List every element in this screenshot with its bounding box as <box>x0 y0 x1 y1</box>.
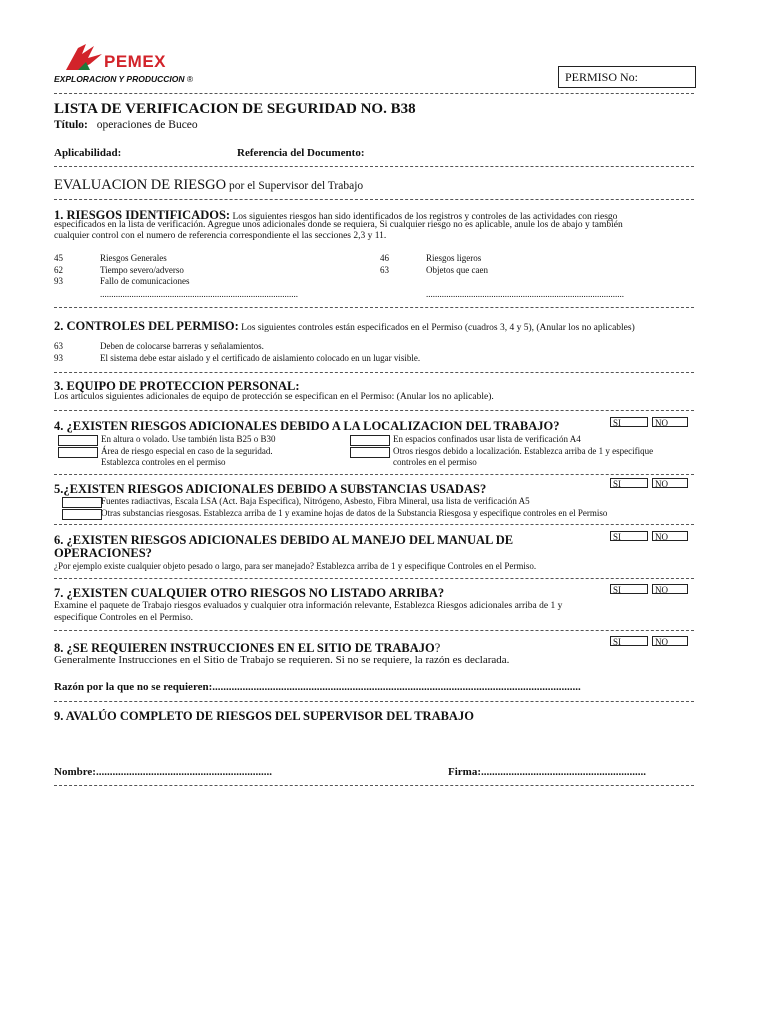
referencia-label: Referencia del Documento: <box>237 147 365 159</box>
option-label: Otros riesgos debido a localización. Establezca arriba de 1 y especifique <box>393 446 654 456</box>
section-7-text: Examine el paquete de Trabajo riesgos evaluados y cualquier otra información relevante, Establezca Riesgos adicionales arriba de 1 y <box>54 601 563 611</box>
checkbox-otras-substancias[interactable] <box>62 509 102 520</box>
list-item: 93 Fallo de comunicaciones <box>54 276 190 286</box>
list-item: 93 El sistema debe estar aislado y el certificado de aislamiento colocado en un lugar visible. <box>54 352 421 363</box>
list-item: 63 Objetos que caen <box>380 264 488 275</box>
section-2-intro: 2. CONTROLES DEL PERMISO: Los siguientes controles están especificados en el Permiso (cuadros 3, 4 y 5), (Anular los no aplicables) <box>54 319 635 333</box>
firma-field[interactable]: Firma:............................................................ <box>448 766 646 778</box>
titulo-row <box>54 119 198 131</box>
divider <box>54 578 694 579</box>
aplicabilidad-label: Aplicabilidad: <box>54 147 122 159</box>
permiso-box[interactable] <box>558 66 696 88</box>
list-item: 62 Tiempo severo/adverso <box>54 264 184 275</box>
pemex-eagle-icon <box>64 42 104 72</box>
section-8-heading: 8. ¿SE REQUIEREN INSTRUCCIONES EN EL SITIO DE TRABAJO? <box>54 641 441 655</box>
section-1-text: especificados en la lista de verificación. Agregue unos adicionales donde se requiera, Si cualquier riesgo no es aplicable, anule los de abajo y también <box>54 220 623 230</box>
divider <box>54 701 694 702</box>
divider <box>54 199 694 200</box>
razon-field[interactable]: Razón por la que no se requieren:...................................................................................................................................... <box>54 681 581 693</box>
divider <box>54 785 694 786</box>
no-checkbox[interactable]: NO <box>652 584 688 594</box>
list-item: 46 Riesgos ligeros <box>380 253 482 263</box>
nombre-field[interactable]: Nombre:................................................................ <box>54 766 272 778</box>
titulo-label: Título: <box>54 119 88 131</box>
no-checkbox[interactable]: NO <box>652 417 688 427</box>
section-9-heading: 9. AVALÚO COMPLETO DE RIESGOS DEL SUPERVISOR DEL TRABAJO <box>54 709 474 723</box>
no-checkbox[interactable]: NO <box>652 478 688 488</box>
fill-in-dots[interactable]: ........................................................................................ <box>100 289 298 299</box>
section-1-intro: 1. RIESGOS IDENTIFICADOS: Los siguientes riesgos han sido identificados de los registros y controles de las actividades con riesgo <box>54 208 618 222</box>
section-1-heading: 1. RIESGOS IDENTIFICADOS: <box>54 208 231 222</box>
risk-list-left <box>54 253 190 288</box>
divider <box>54 372 694 373</box>
list-item: 45 Riesgos Generales <box>54 253 167 263</box>
section-1-text: cualquier control con el numero de referencia correspondiente el las secciones 2,3 y 11. <box>54 231 387 241</box>
si-checkbox[interactable]: SI <box>610 636 648 646</box>
divider <box>54 630 694 631</box>
divider <box>54 474 694 475</box>
evaluacion-heading: EVALUACION DE RIESGO por el Supervisor del Trabajo <box>54 177 364 193</box>
divider <box>54 307 694 308</box>
divider <box>54 93 694 94</box>
si-checkbox[interactable]: SI <box>610 417 648 427</box>
section-4-heading: 4. ¿EXISTEN RIESGOS ADICIONALES DEBIDO A LA LOCALIZACION DEL TRABAJO? <box>54 419 560 433</box>
checkbox-espacios-confinados[interactable] <box>350 435 390 446</box>
si-checkbox[interactable]: SI <box>610 478 648 488</box>
permiso-label: PERMISO No: <box>565 70 639 84</box>
section-2-heading: 2. CONTROLES DEL PERMISO: <box>54 319 239 333</box>
section-7-heading: 7. ¿EXISTEN CUALQUIER OTRO RIESGOS NO LISTADO ARRIBA? <box>54 586 445 600</box>
si-checkbox[interactable]: SI <box>610 531 648 541</box>
pemex-logo <box>54 42 194 88</box>
option-label: Establezca controles en el permiso <box>101 457 226 467</box>
divider <box>54 410 694 411</box>
page-title: LISTA DE VERIFICACION DE SEGURIDAD NO. B38 <box>54 101 416 117</box>
checkbox-otros-riesgos[interactable] <box>350 447 390 458</box>
section-6-heading-cont: OPERACIONES? <box>54 546 152 560</box>
option-label: En espacios confinados usar lista de verificación A4 <box>393 434 581 444</box>
section-6-heading: 6. ¿EXISTEN RIESGOS ADICIONALES DEBIDO AL MANEJO DEL MANUAL DE <box>54 533 514 547</box>
si-checkbox[interactable]: SI <box>610 584 648 594</box>
no-checkbox[interactable]: NO <box>652 636 688 646</box>
divider <box>54 166 694 167</box>
controls-list <box>54 341 421 364</box>
checkbox-fuentes-radiactivas[interactable] <box>62 497 102 508</box>
section-7-text: especifique Controles en el Permiso. <box>54 613 194 623</box>
checkbox-altura[interactable] <box>58 435 98 446</box>
checkbox-area-especial[interactable] <box>58 447 98 458</box>
section-6-text: ¿Por ejemplo existe cualquier objeto pesado o largo, para ser manejado? Establezca arriba de 1 y especifique Controles en el Permiso. <box>54 561 537 571</box>
titulo-value: operaciones de Buceo <box>96 119 198 131</box>
section-3-text: Los artículos siguientes adicionales de equipo de protección se especifican en el Permiso: (Anular los no aplicable). <box>54 392 494 402</box>
divider <box>54 524 694 525</box>
no-checkbox[interactable]: NO <box>652 531 688 541</box>
option-label: Área de riesgo especial en caso de la seguridad. <box>101 446 273 456</box>
risk-list-right <box>380 253 488 276</box>
section-3-heading: 3. EQUIPO DE PROTECCION PERSONAL: <box>54 379 300 393</box>
option-label: controles en el permiso <box>393 457 477 467</box>
logo-name: PEMEX <box>104 52 167 71</box>
option-label: Otras substancias riesgosas. Establezca arriba de 1 y examine hojas de datos de la Substancia Riesgosa y especifique controles en el Permiso <box>101 508 608 518</box>
option-label: En altura o volado. Use también lista B25 o B30 <box>101 434 276 444</box>
section-8-text: Generalmente Instrucciones en el Sitio de Trabajo se requieren. Si no se requiere, la razón es declarada. <box>54 654 510 666</box>
logo-subtitle: EXPLORACION Y PRODUCCION ® <box>54 74 194 84</box>
option-label: Fuentes radiactivas, Escala LSA (Act. Baja Especifica), Nitrógeno, Asbesto, Fibra Mineral, usa lista de verificación A5 <box>101 496 530 506</box>
fill-in-dots[interactable]: ........................................................................................ <box>426 289 624 299</box>
section-5-heading: 5.¿EXISTEN RIESGOS ADICIONALES DEBIDO A SUBSTANCIAS USADAS? <box>54 482 487 496</box>
list-item: 63 Deben de colocarse barreras y señalamientos. <box>54 341 264 351</box>
